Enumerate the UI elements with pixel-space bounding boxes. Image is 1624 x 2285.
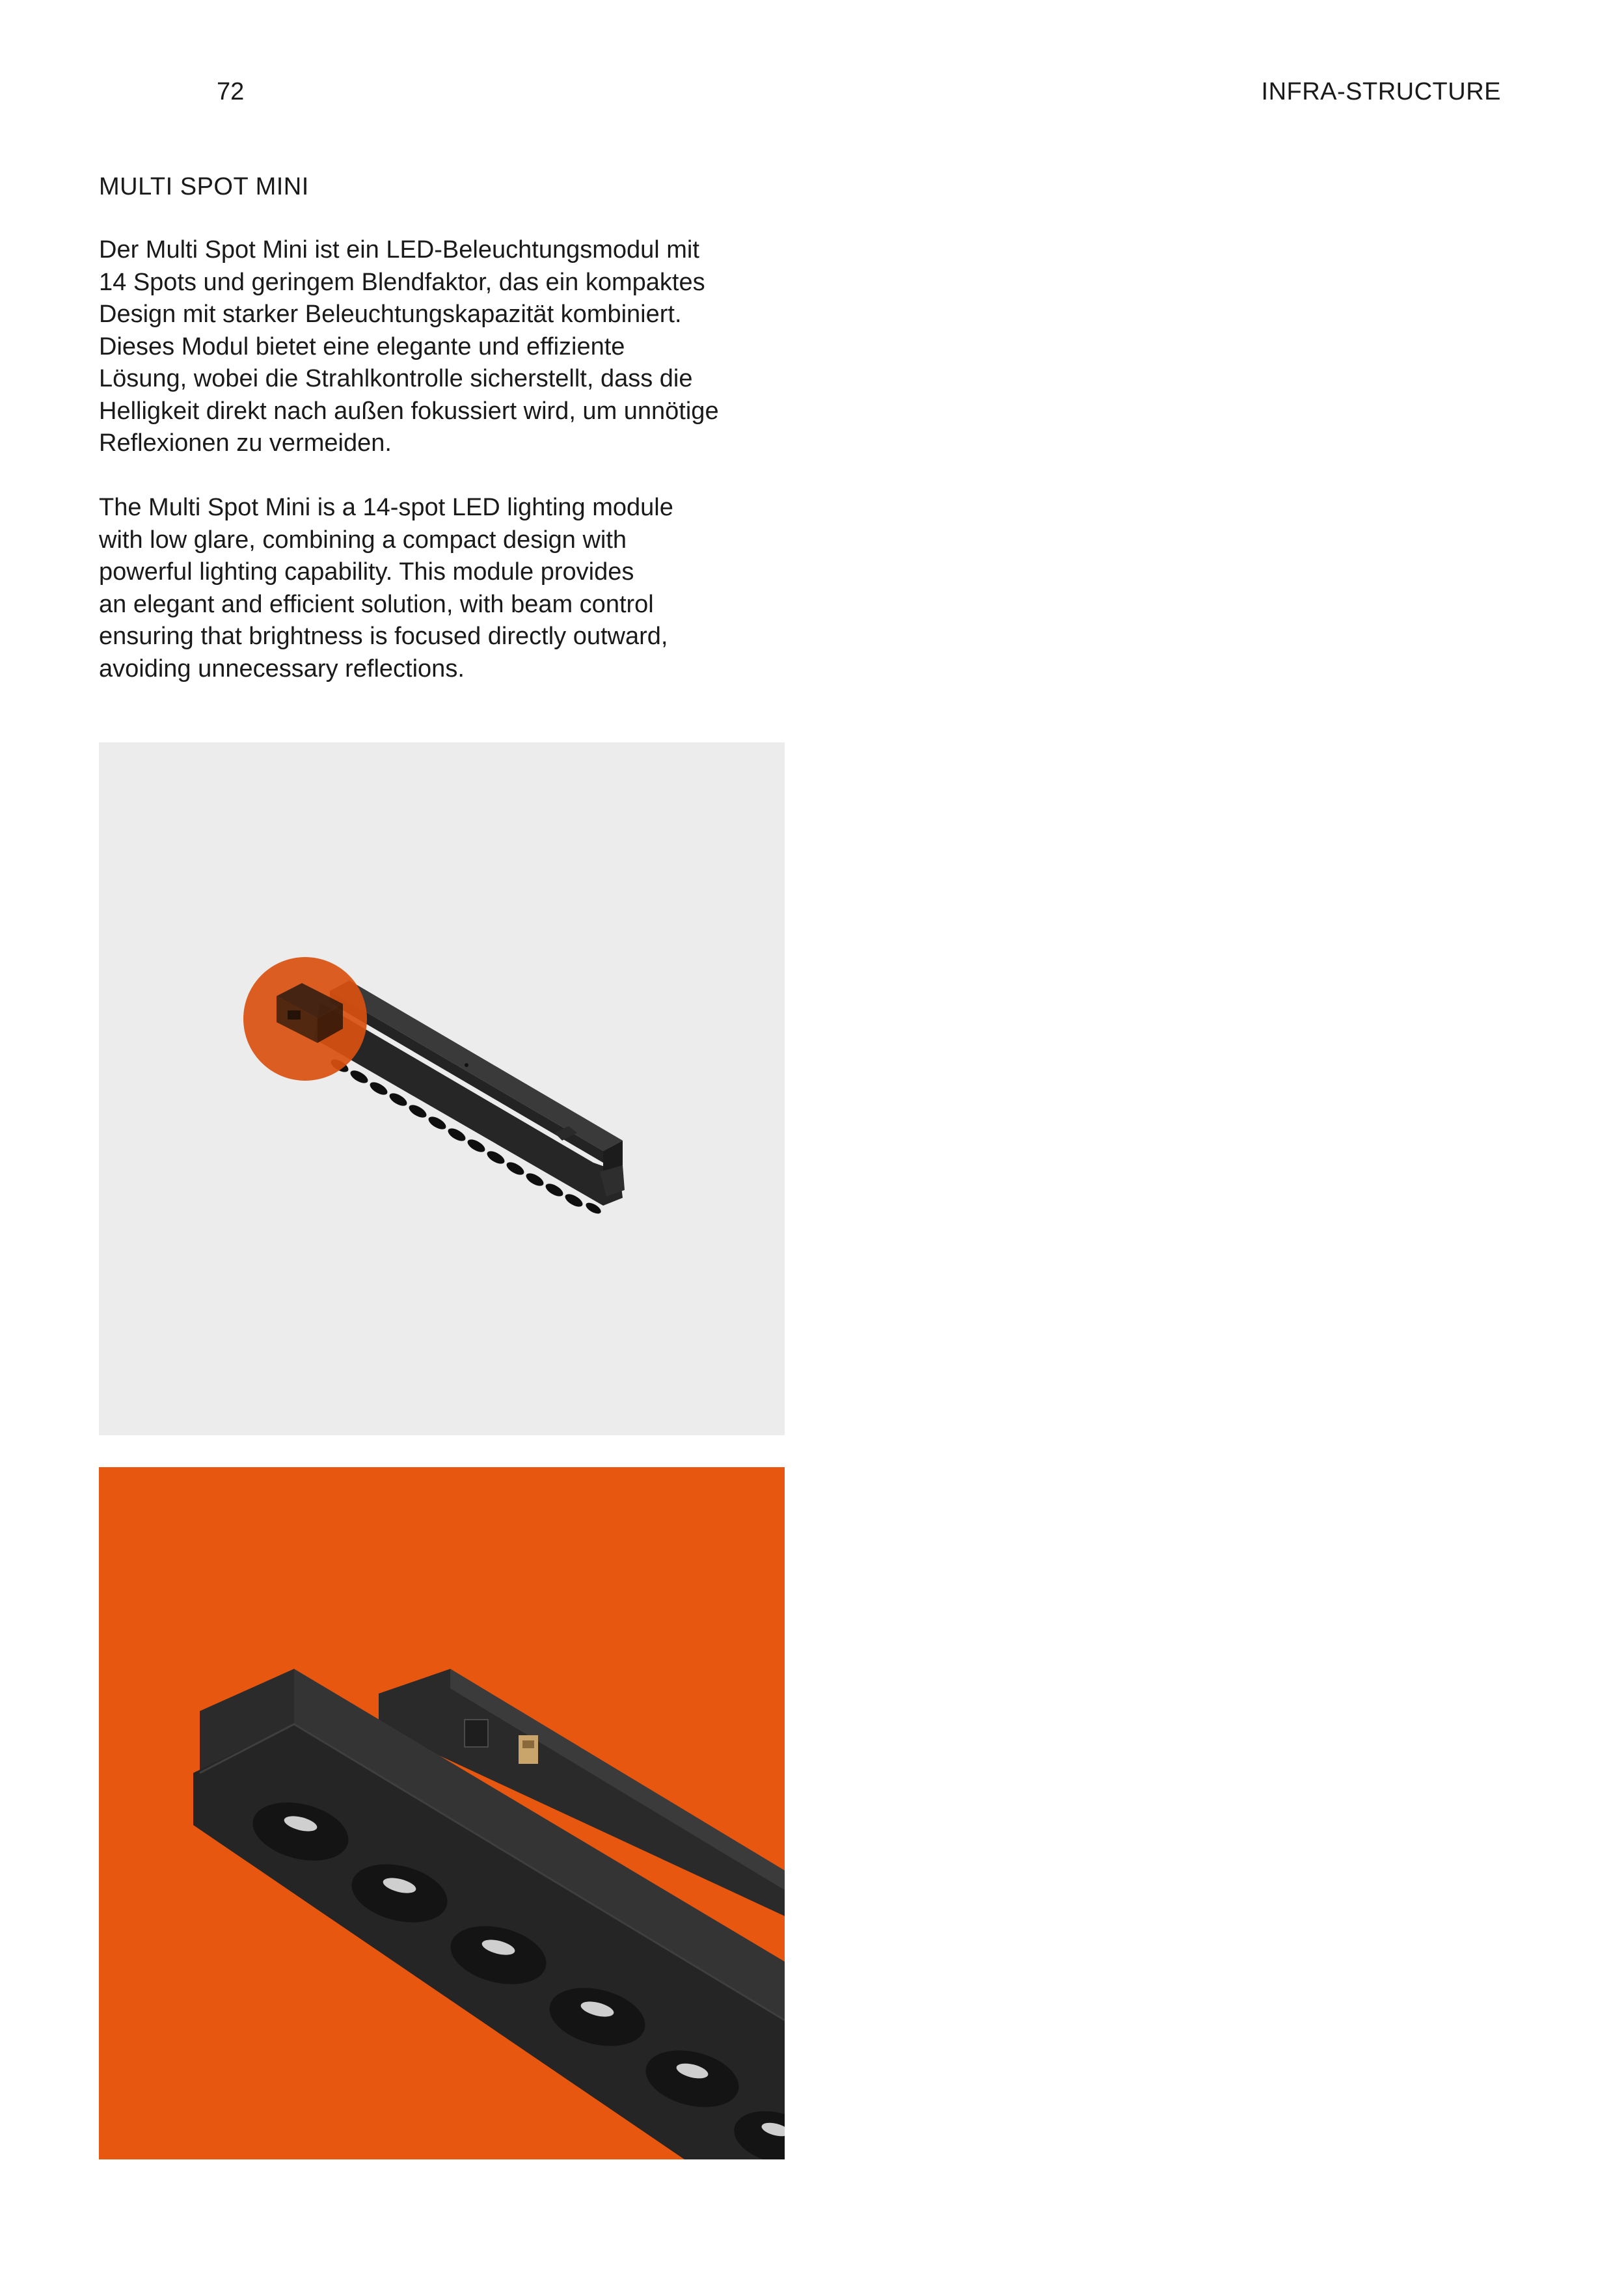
description-line: The Multi Spot Mini is a 14-spot LED lighting module	[99, 494, 673, 521]
description-line: Der Multi Spot Mini ist ein LED-Beleuchtungsmodul mit	[99, 236, 699, 264]
page-number: 72	[217, 78, 245, 105]
description-line: Lösung, wobei die Strahlkontrolle sicherstellt, dass die	[99, 365, 693, 392]
description-line: an elegant and efficient solution, with beam control	[99, 590, 654, 618]
description-line: avoiding unnecessary reflections.	[99, 655, 465, 683]
description-english	[99, 492, 789, 685]
product-title: MULTI SPOT MINI	[99, 173, 309, 200]
description-line: with low glare, combining a compact design with	[99, 526, 627, 554]
led-module-detail	[193, 1669, 785, 2159]
product-detail-image	[99, 1467, 785, 2159]
highlight-circle	[243, 957, 367, 1081]
section-name: INFRA-STRUCTURE	[1261, 78, 1501, 105]
description-line: Dieses Modul bietet eine elegante und effiziente	[99, 332, 625, 360]
product-overview-image	[99, 742, 785, 1435]
description-line: Design mit starker Beleuchtungskapazität kombiniert.	[99, 301, 682, 328]
description-german	[99, 234, 789, 460]
description-line: Reflexionen zu vermeiden.	[99, 429, 392, 457]
description-line: powerful lighting capability. This module provides	[99, 558, 634, 586]
description-line: Helligkeit direkt nach außen fokussiert wird, um unnötige	[99, 397, 719, 425]
description-line: ensuring that brightness is focused directly outward,	[99, 623, 668, 650]
description-line: 14 Spots und geringem Blendfaktor, das ein kompaktes	[99, 268, 705, 296]
